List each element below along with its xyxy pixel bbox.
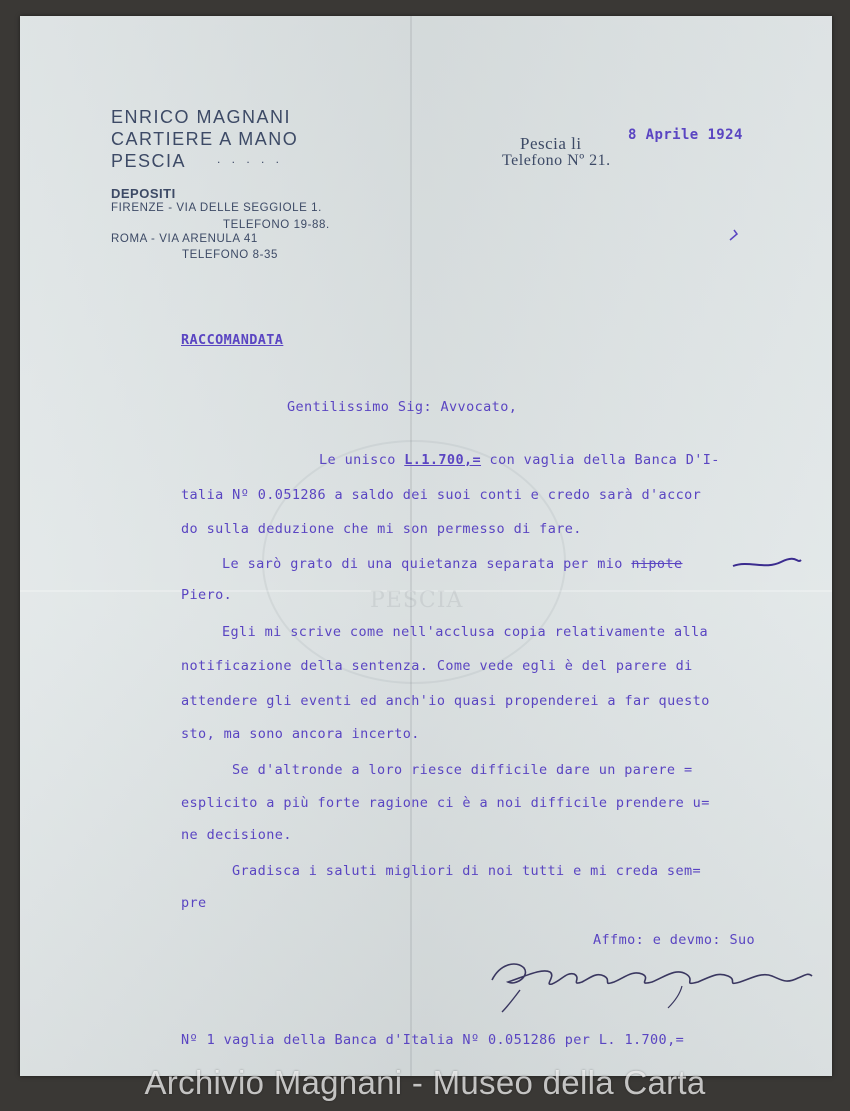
pen-mark bbox=[728, 228, 740, 242]
letter-closing: Affmo: e devmo: Suo bbox=[593, 932, 756, 948]
letter-line: do sulla deduzione che mi son permesso di fare. bbox=[181, 521, 582, 537]
struck-word: nipote bbox=[631, 556, 683, 572]
letter-line: esplicito a più forte ragione ci è a noi difficile prendere u= bbox=[181, 795, 710, 811]
letter-line: ne decisione. bbox=[181, 827, 292, 843]
letter-line: pre bbox=[181, 895, 207, 911]
letter-line: talia Nº 0.051286 a saldo dei suoi conti e credo sarà d'accor bbox=[181, 487, 702, 503]
letterhead-firenze-phone: TELEFONO 19-88. bbox=[223, 219, 330, 231]
letter-line: attendere gli eventi ed anch'io quasi propenderei a far questo bbox=[181, 693, 710, 709]
enclosure-note: Nº 1 vaglia della Banca d'Italia Nº 0.051286 per L. 1.700,= bbox=[181, 1032, 685, 1048]
letter-salutation: Gentilissimo Sig: Avvocato, bbox=[287, 399, 518, 415]
letter-heading: RACCOMANDATA bbox=[181, 332, 284, 348]
archive-watermark: Archivio Magnani - Museo della Carta bbox=[144, 1064, 706, 1101]
letterhead-firm-name: ENRICO MAGNANI bbox=[111, 107, 292, 127]
letterhead-place: Pescia li bbox=[520, 134, 582, 153]
letter-line: Se d'altronde a loro riesce difficile dare un parere = bbox=[232, 762, 693, 778]
stamp-watermark-text: PESCIA bbox=[370, 588, 464, 613]
letterhead-roma-phone: TELEFONO 8-35 bbox=[182, 249, 278, 261]
letterhead-firm-town: PESCIA bbox=[111, 151, 187, 171]
letter-line: notificazione della sentenza. Come vede egli è del parere di bbox=[181, 658, 693, 674]
payment-amount: L.1.700,= bbox=[404, 452, 482, 468]
letterhead-firenze-address: FIRENZE - VIA DELLE SEGGIOLE 1. bbox=[111, 202, 322, 214]
letterhead-depositi: DEPOSITI bbox=[111, 186, 176, 201]
letter-line: Le unisco L.1.700,= con vaglia della Banca D'I- bbox=[319, 452, 720, 468]
letterhead-phone: Telefono Nº 21. bbox=[502, 152, 611, 169]
letter-line: Gradisca i saluti migliori di noi tutti e mi creda sem= bbox=[232, 863, 702, 879]
letter-line: Egli mi scrive come nell'acclusa copia relativamente alla bbox=[222, 624, 709, 640]
letterhead-firm-trade: CARTIERE A MANO bbox=[111, 129, 299, 149]
handwritten-signature bbox=[486, 946, 816, 1016]
letterhead-dots: . . . . . bbox=[217, 152, 284, 166]
letter-line: Piero. bbox=[181, 587, 233, 603]
letter-line: sto, ma sono ancora incerto. bbox=[181, 726, 420, 742]
letter-line: Le sarò grato di una quietanza separata per mio nipote bbox=[222, 556, 683, 572]
letterhead-roma-address: ROMA - VIA ARENULA 41 bbox=[111, 233, 258, 245]
letter-date: 8 Aprile 1924 bbox=[628, 127, 743, 143]
